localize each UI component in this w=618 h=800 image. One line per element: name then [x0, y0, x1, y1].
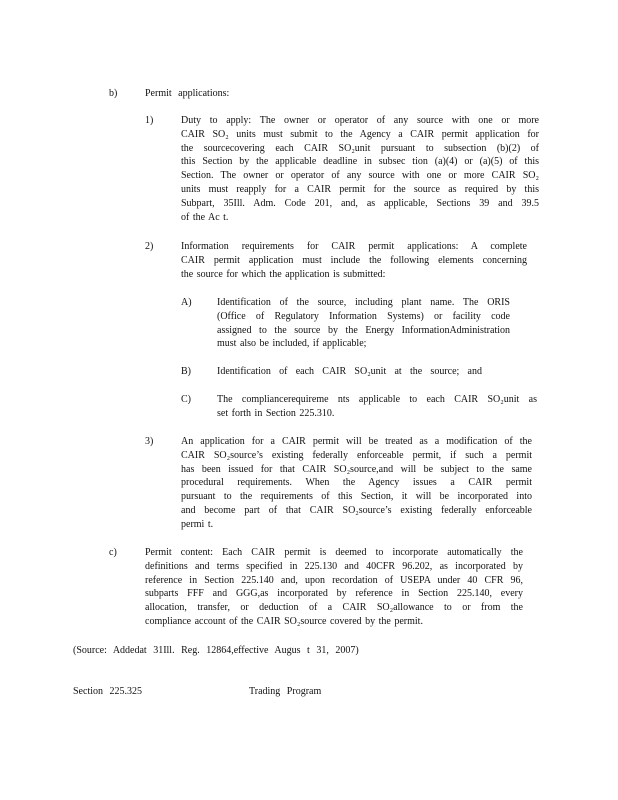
item-2-label: 2) [145, 241, 154, 252]
section-c-line: compliance account of the CAIR SO₂source covered by the permit. [145, 615, 423, 627]
item-1-line: of the Ac t. [181, 211, 229, 223]
item-2-line: CAIR permit application must include the following elements concerning [181, 254, 527, 266]
item-3-line: has been issued for that CAIR SO₂source,and will be subject to the same [181, 463, 532, 475]
item-1-line: Subpart, 35Ill. Adm. Code 201, and, as applicable, Sections 39 and 39.5 [181, 197, 539, 209]
item-2b-text [217, 365, 482, 379]
item-1-text [181, 114, 539, 224]
item-1-line: the sourcecovering each CAIR SO₂unit pursuant to subsection (b)(2) of [181, 142, 539, 154]
item-2c-line: set forth in Section 225.310. [217, 407, 335, 419]
item-2a-label: A) [181, 297, 192, 308]
item-2-line: the source for which the application is submitted: [181, 268, 386, 280]
item-3-line: procedural requirements. When the Agency issues a CAIR permit [181, 477, 532, 489]
item-1-label: 1) [145, 115, 154, 126]
footer-section-number: Section 225.325 [73, 686, 142, 697]
item-3-line: and become part of that CAIR SO₂source’s existing federally enforceable [181, 504, 532, 516]
item-2b-line: Identification of each CAIR SO₂unit at the source; and [217, 366, 482, 377]
section-c-line: allocation, transfer, or deduction of a CAIR SO₂allowance to or from the [145, 602, 523, 614]
item-1-line: CAIR SO₂ units must submit to the Agency a CAIR permit application for [181, 128, 539, 140]
item-1-line: Duty to apply: The owner or operator of any source with one or more [181, 115, 539, 126]
item-2a-line: assigned to the source by the Energy InformationAdministration [217, 324, 510, 336]
item-2a-text [217, 296, 510, 351]
item-2a-line: must also be included, if applicable; [217, 338, 367, 350]
item-3-text [181, 435, 532, 532]
item-2a-line: Identification of the source, including plant name. The ORIS [217, 297, 510, 308]
source-note: (Source: Addedat 31Ill. Reg. 12864,effective Augus t 31, 2007) [73, 645, 359, 656]
section-c-line: subparts FFF and GGG,as incorporated by reference in Section 225.140, every [145, 588, 523, 600]
section-c-line: reference in Section 225.140 and, upon recordation of USEPA under 40 CFR 96, [145, 574, 523, 586]
item-2c-line: The compliancerequireme nts applicable to each CAIR SO₂unit as [217, 394, 537, 405]
section-c-line: Permit content: Each CAIR permit is deemed to incorporate automatically the [145, 547, 523, 558]
item-3-line: CAIR SO₂source’s existing federally enforceable permit, if such a permit [181, 449, 532, 461]
item-3-line: permi t. [181, 518, 214, 530]
section-c-line: definitions and terms specified in 225.130 and 40CFR 96.202, as incorporated by [145, 560, 523, 572]
footer-section-title: Trading Program [249, 686, 322, 697]
item-2b-label: B) [181, 366, 191, 377]
section-b-label: b) [109, 88, 118, 99]
item-1-line: this Section by the applicable deadline in subsec tion (a)(4) or (a)(5) of this [181, 156, 539, 168]
item-1-line: units must reapply for a CAIR permit for the source as required by this [181, 183, 539, 195]
item-3-line: An application for a CAIR permit will be treated as a modification of the [181, 436, 532, 447]
section-b-title: Permit applications: [145, 88, 230, 99]
section-c-text [145, 546, 523, 629]
item-1-line: Section. The owner or operator of any source with one or more CAIR SO₂ [181, 170, 539, 182]
item-3-label: 3) [145, 436, 154, 447]
item-2c-label: C) [181, 394, 191, 405]
item-2-text [181, 240, 527, 281]
section-c-label: c) [109, 547, 117, 558]
item-2c-text [217, 393, 537, 421]
item-3-line: pursuant to the requirements of this Section, it will be incorporated into [181, 491, 532, 503]
item-2a-line: (Office of Regulatory Information Systems) or facility code [217, 310, 510, 322]
item-2-line: Information requirements for CAIR permit applications: A complete [181, 241, 527, 252]
